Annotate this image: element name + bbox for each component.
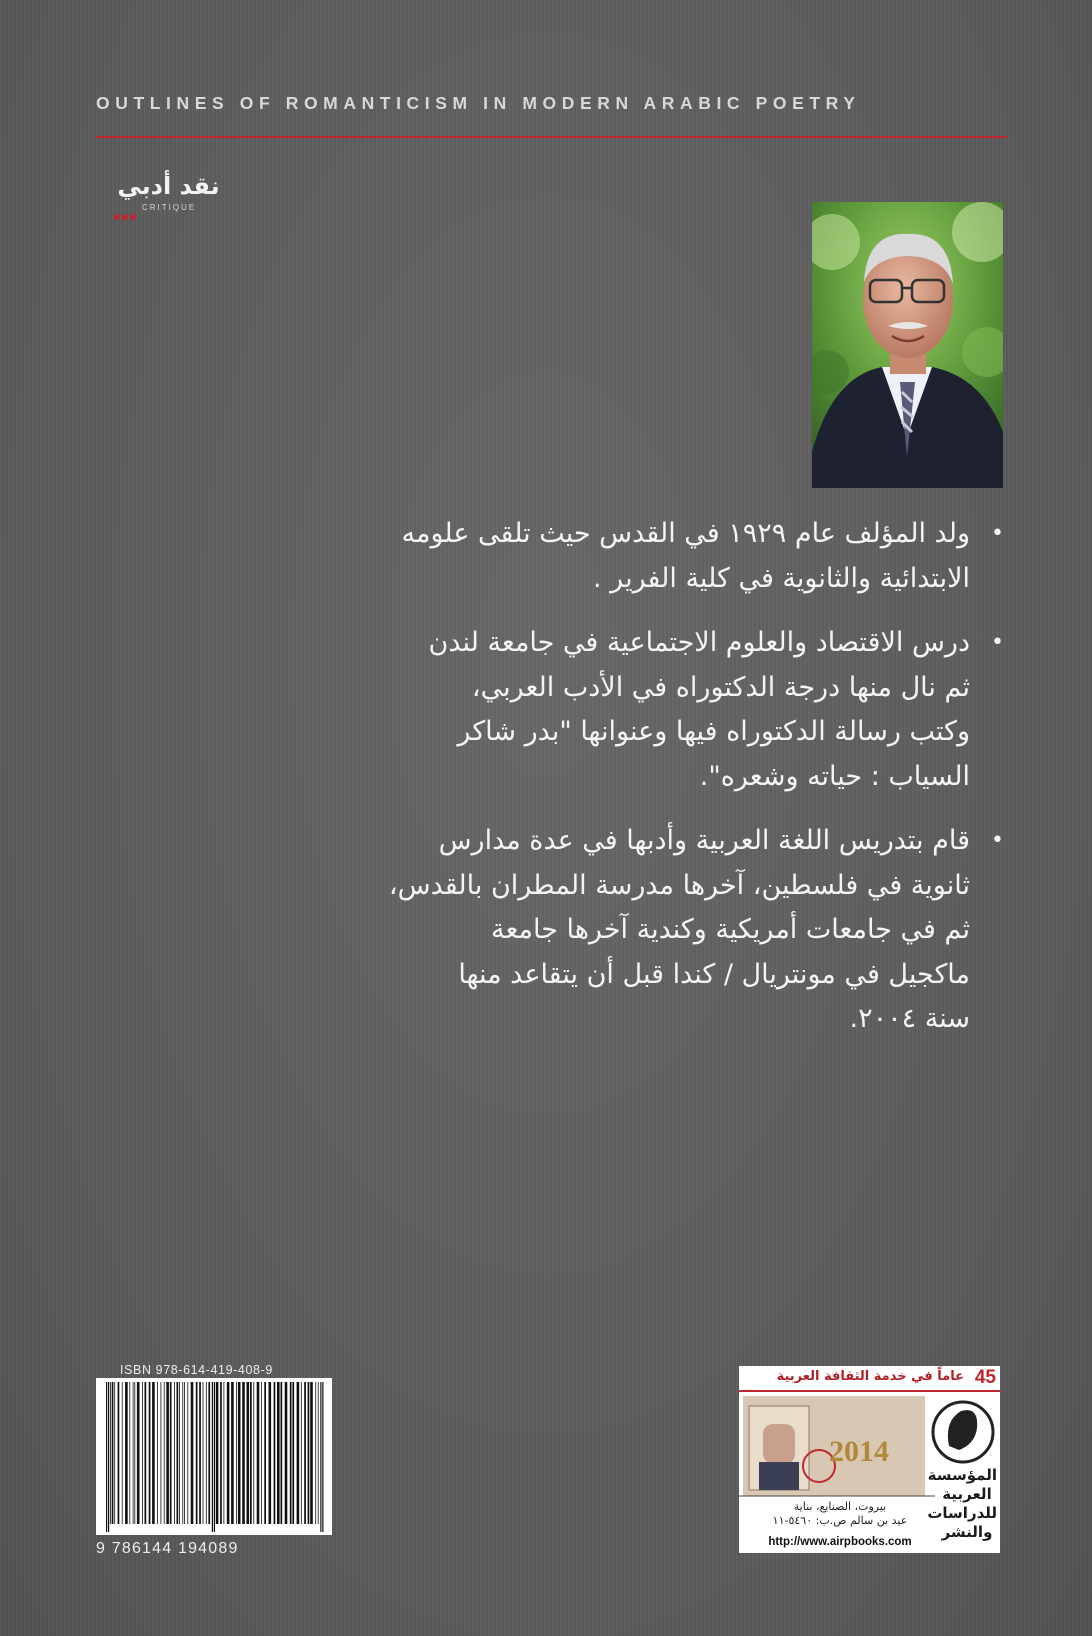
barcode-bar: [174, 1382, 175, 1524]
barcode-bar: [191, 1382, 194, 1524]
bio-bullet: •: [991, 521, 1004, 546]
stamp-year: 2014: [829, 1435, 889, 1468]
barcode-bar: [110, 1382, 111, 1524]
barcode-bar: [177, 1382, 179, 1524]
bio-item: [340, 512, 1010, 601]
series-logo-arabic: نقد أدبي: [117, 172, 220, 200]
barcode-bar: [281, 1382, 283, 1524]
bio-line: قام بتدريس اللغة العربية وأدبها في عدة مدارس: [438, 825, 970, 856]
barcode-bar: [149, 1382, 151, 1524]
isbn-label: ISBN 978-614-419-408-9: [120, 1363, 273, 1377]
barcode-bar: [290, 1382, 292, 1524]
barcode: [96, 1378, 332, 1535]
series-logo-dots: [114, 205, 138, 213]
publisher-tagline: عاماً في خدمة الثقافة العربية: [776, 1369, 964, 1384]
barcode-bar: [206, 1382, 207, 1524]
bio-line: ماكجيل في مونتريال / كندا قبل أن يتقاعد منها: [458, 958, 970, 990]
barcode-bar: [114, 1382, 115, 1524]
bio-line: سنة ٢٠٠٤.: [849, 1003, 970, 1034]
barcode-bar: [203, 1382, 204, 1524]
barcode-bar: [227, 1382, 230, 1524]
barcode-bar: [236, 1382, 237, 1524]
bio-line: ثانوية في فلسطين، آخرها مدرسة المطران بالقدس،: [388, 869, 970, 901]
bio-bullet: •: [991, 630, 1004, 655]
barcode-bar: [118, 1382, 120, 1524]
bio-item: [340, 819, 1010, 1042]
barcode-bar: [308, 1382, 310, 1524]
barcode-bar: [196, 1382, 198, 1524]
barcode-bar: [182, 1382, 183, 1524]
publisher-name-line: المؤسسة: [927, 1466, 997, 1484]
barcode-bar: [238, 1382, 241, 1524]
barcode-bar: [179, 1382, 180, 1524]
barcode-bar: [304, 1382, 306, 1524]
barcode-bar: [216, 1382, 219, 1524]
barcode-bar: [310, 1382, 313, 1524]
barcode-bar: [220, 1382, 222, 1524]
barcode-bar: [145, 1382, 147, 1524]
author-portrait-image: [812, 202, 1003, 488]
barcode-bar: [137, 1382, 140, 1524]
publisher-years: 45: [974, 1367, 996, 1388]
barcode-bar: [250, 1382, 252, 1524]
header-rule: [96, 136, 1007, 138]
barcode-bars: [96, 1378, 332, 1535]
barcode-guard-bar: [214, 1382, 215, 1532]
bio-line: وكتب رسالة الدكتوراه فيها وعنوانها "بدر شاكر: [457, 716, 970, 747]
barcode-bar: [242, 1382, 245, 1524]
publisher-name: [927, 1466, 997, 1542]
series-logo: [96, 172, 246, 220]
bio-line: الابتدائية والثانوية في كلية الفرير .: [593, 562, 970, 594]
publisher-name-line: العربية: [942, 1485, 992, 1503]
bio-line: السياب : حياته وشعره".: [699, 760, 970, 792]
author-photo: [812, 202, 1003, 488]
barcode-bar: [292, 1382, 294, 1524]
barcode-bar: [253, 1382, 254, 1524]
barcode-bar: [231, 1382, 234, 1524]
barcode-bar: [208, 1382, 210, 1524]
barcode-bar: [301, 1382, 302, 1524]
barcode-bar: [164, 1382, 165, 1524]
barcode-bar: [187, 1382, 188, 1524]
publisher-address: [745, 1500, 935, 1528]
publisher-name-line: للدراسات: [927, 1504, 997, 1522]
barcode-bar: [184, 1382, 185, 1524]
barcode-guard-bar: [322, 1382, 323, 1532]
bio-line: درس الاقتصاد والعلوم الاجتماعية في جامعة لندن: [428, 627, 970, 658]
barcode-bar: [199, 1382, 201, 1524]
barcode-bar: [269, 1382, 272, 1524]
bio-line: ثم في جامعات أمريكية وكندية آخرها جامعة: [491, 914, 970, 945]
barcode-bar: [318, 1382, 319, 1524]
publisher-address-line: بيروت، الصنايع، بناية: [793, 1500, 887, 1513]
publisher-name-line: والنشر: [941, 1523, 993, 1541]
publisher-address-line: عيد بن سالم ص.ب: ٥٤٦٠-١١: [772, 1514, 908, 1527]
barcode-bar: [277, 1382, 280, 1524]
barcode-bar: [247, 1382, 250, 1524]
barcode-bar: [125, 1382, 128, 1524]
barcode-guard-bar: [108, 1382, 109, 1532]
publisher-stamp: [739, 1366, 1000, 1553]
bio-item: [340, 621, 1010, 799]
stamp-header: [739, 1366, 1000, 1390]
barcode-bar: [166, 1382, 169, 1524]
series-logo-latin: CRITIQUE: [142, 203, 197, 212]
series-title: OUTLINES OF ROMANTICISM IN MODERN ARABIC POETRY: [96, 93, 861, 113]
barcode-bar: [157, 1382, 158, 1524]
barcode-bar: [264, 1382, 266, 1524]
barcode-bar: [257, 1382, 260, 1524]
barcode-guard-bar: [106, 1382, 107, 1532]
author-bio: [340, 512, 1010, 1062]
barcode-bar: [142, 1382, 143, 1524]
barcode-bar: [152, 1382, 155, 1524]
barcode-guard-bar: [320, 1382, 321, 1532]
barcode-bar: [261, 1382, 262, 1524]
barcode-bar: [122, 1382, 123, 1524]
barcode-bar: [112, 1382, 114, 1524]
bio-line: ثم نال منها درجة الدكتوراه في الأدب العربي،: [471, 671, 970, 703]
barcode-bar: [297, 1382, 300, 1524]
barcode-guard-bar: [212, 1382, 213, 1532]
bio-bullet: •: [991, 828, 1004, 853]
barcode-bar: [161, 1382, 162, 1524]
publisher-url: http://www.airpbooks.com: [768, 1536, 912, 1548]
barcode-bar: [129, 1382, 130, 1524]
barcode-bar: [224, 1382, 225, 1524]
barcode-bar: [274, 1382, 276, 1524]
barcode-bar: [133, 1382, 134, 1524]
barcode-bar: [134, 1382, 135, 1524]
bio-line: ولد المؤلف عام ١٩٢٩ في القدس حيث تلقى علومه: [401, 518, 970, 549]
barcode-digits: 9 786144 194089: [96, 1540, 239, 1557]
barcode-bar: [315, 1382, 316, 1524]
barcode-bar: [285, 1382, 288, 1524]
barcode-bar: [170, 1382, 172, 1524]
